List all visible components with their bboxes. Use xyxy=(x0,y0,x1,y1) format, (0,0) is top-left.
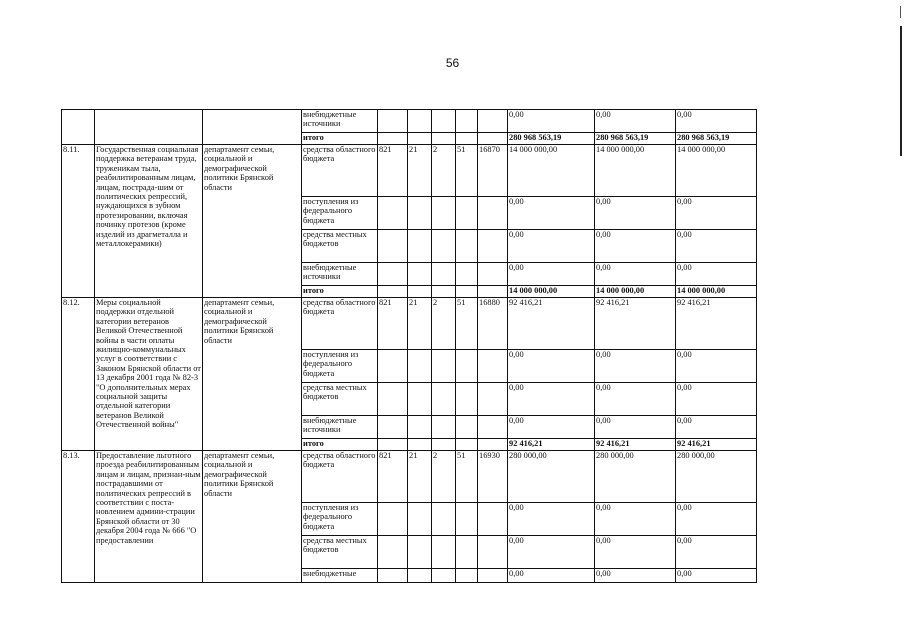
budget-code-cell: 821 xyxy=(378,145,408,197)
amount-cell: 14 000 000,00 xyxy=(595,286,676,298)
budget-code-cell xyxy=(456,416,478,439)
amount-cell: 92 416,21 xyxy=(508,439,595,451)
funding-source-cell: средства областного бюджета xyxy=(302,298,378,350)
amount-cell: 0,00 xyxy=(595,503,676,536)
item-number-cell: 8.11. xyxy=(62,145,95,298)
item-name-cell xyxy=(95,110,203,145)
budget-code-cell: 21 xyxy=(408,451,432,503)
budget-code-cell xyxy=(408,569,432,583)
budget-code-cell xyxy=(456,110,478,133)
budget-code-cell xyxy=(408,350,432,383)
budget-code-cell: 21 xyxy=(408,298,432,350)
budget-code-cell xyxy=(378,133,408,145)
budget-code-cell: 51 xyxy=(456,298,478,350)
amount-cell: 0,00 xyxy=(676,569,757,583)
budget-code-cell xyxy=(378,230,408,263)
amount-cell: 280 000,00 xyxy=(676,451,757,503)
budget-code-cell xyxy=(456,230,478,263)
amount-cell: 0,00 xyxy=(595,416,676,439)
executor-cell xyxy=(203,110,302,145)
amount-cell: 0,00 xyxy=(595,263,676,286)
budget-code-cell xyxy=(478,286,508,298)
budget-code-cell xyxy=(408,110,432,133)
budget-code-cell xyxy=(478,416,508,439)
budget-code-cell xyxy=(432,133,456,145)
executor-cell: департамент семьи, социальной и демографической политики Брянской области xyxy=(203,145,302,298)
budget-code-cell xyxy=(478,569,508,583)
amount-cell: 92 416,21 xyxy=(595,439,676,451)
budget-code-cell xyxy=(478,197,508,230)
funding-source-cell: поступления из федерального бюджета xyxy=(302,503,378,536)
funding-source-cell: средства областного бюджета xyxy=(302,451,378,503)
amount-cell: 0,00 xyxy=(595,230,676,263)
scan-edge-line xyxy=(900,26,902,156)
budget-code-cell xyxy=(378,110,408,133)
amount-cell: 0,00 xyxy=(508,503,595,536)
table-row xyxy=(62,298,838,350)
funding-source-cell: средства местных бюджетов xyxy=(302,536,378,569)
amount-cell: 0,00 xyxy=(676,263,757,286)
funding-source-cell: внебюджетные источники xyxy=(302,416,378,439)
budget-table xyxy=(61,109,838,583)
budget-code-cell xyxy=(378,503,408,536)
budget-code-cell: 2 xyxy=(432,451,456,503)
budget-code-cell xyxy=(408,197,432,230)
item-name-cell: Предоставление льготного проезда реабилитированным лицам и лицам, признан-ным пострадавшими от политических репрессий в соответствии с поста-новлением админи-страции Брянской области от 30 декабря 2004 года № 666 "О предоставлении xyxy=(95,451,203,583)
funding-source-cell: внебюджетные источники xyxy=(302,110,378,133)
executor-cell: департамент семьи, социальной и демографической политики Брянской области xyxy=(203,451,302,583)
budget-code-cell: 16930 xyxy=(478,451,508,503)
budget-code-cell xyxy=(456,383,478,416)
budget-code-cell xyxy=(432,263,456,286)
budget-code-cell xyxy=(432,286,456,298)
amount-cell: 14 000 000,00 xyxy=(676,286,757,298)
table-row xyxy=(62,110,838,133)
amount-cell: 0,00 xyxy=(676,350,757,383)
budget-code-cell xyxy=(478,536,508,569)
budget-code-cell xyxy=(408,133,432,145)
budget-code-cell xyxy=(456,197,478,230)
amount-cell: 0,00 xyxy=(508,197,595,230)
amount-cell: 14 000 000,00 xyxy=(508,145,595,197)
amount-cell: 0,00 xyxy=(508,230,595,263)
item-number-cell: 8.13. xyxy=(62,451,95,583)
budget-code-cell xyxy=(432,536,456,569)
budget-code-cell xyxy=(378,439,408,451)
budget-code-cell xyxy=(478,263,508,286)
budget-code-cell xyxy=(432,416,456,439)
budget-code-cell xyxy=(478,439,508,451)
budget-code-cell xyxy=(378,350,408,383)
item-number-cell: 8.12. xyxy=(62,298,95,451)
amount-cell: 0,00 xyxy=(676,536,757,569)
amount-cell: 0,00 xyxy=(508,416,595,439)
amount-cell: 0,00 xyxy=(508,110,595,133)
budget-code-cell xyxy=(456,133,478,145)
budget-code-cell xyxy=(378,569,408,583)
budget-code-cell xyxy=(432,197,456,230)
funding-source-cell: средства местных бюджетов xyxy=(302,383,378,416)
funding-source-cell: итого xyxy=(302,133,378,145)
amount-cell: 14 000 000,00 xyxy=(595,145,676,197)
amount-cell: 14 000 000,00 xyxy=(508,286,595,298)
amount-cell: 0,00 xyxy=(595,383,676,416)
amount-cell: 280 968 563,19 xyxy=(508,133,595,145)
funding-source-cell: внебюджетные xyxy=(302,569,378,583)
budget-code-cell xyxy=(408,439,432,451)
amount-cell: 0,00 xyxy=(595,536,676,569)
budget-code-cell xyxy=(408,416,432,439)
budget-code-cell xyxy=(408,286,432,298)
budget-code-cell xyxy=(408,263,432,286)
budget-code-cell xyxy=(456,536,478,569)
amount-cell: 0,00 xyxy=(508,536,595,569)
budget-code-cell xyxy=(432,383,456,416)
budget-code-cell: 51 xyxy=(456,451,478,503)
amount-cell: 0,00 xyxy=(595,110,676,133)
amount-cell: 0,00 xyxy=(676,230,757,263)
budget-code-cell: 21 xyxy=(408,145,432,197)
budget-code-cell xyxy=(456,350,478,383)
funding-source-cell: итого xyxy=(302,286,378,298)
budget-code-cell xyxy=(478,383,508,416)
amount-cell: 14 000 000,00 xyxy=(676,145,757,197)
budget-code-cell xyxy=(378,383,408,416)
budget-code-cell: 16870 xyxy=(478,145,508,197)
amount-cell: 92 416,21 xyxy=(508,298,595,350)
budget-code-cell xyxy=(378,263,408,286)
budget-code-cell xyxy=(456,263,478,286)
funding-source-cell: итого xyxy=(302,439,378,451)
budget-code-cell xyxy=(408,503,432,536)
amount-cell: 0,00 xyxy=(595,569,676,583)
budget-code-cell xyxy=(478,133,508,145)
amount-cell: 0,00 xyxy=(676,383,757,416)
budget-code-cell: 2 xyxy=(432,298,456,350)
item-name-cell: Государственная социальная поддержка ветеранам труда, труженикам тыла, реабилитированным лицам, лицам, пострада-шим от политических репрессий, нуждающихся в зубном протезировании, включая починку протезов (кроме изделий из драгметалла и металлокерамики) xyxy=(95,145,203,298)
table-row xyxy=(62,145,838,197)
budget-code-cell xyxy=(478,503,508,536)
funding-source-cell: поступления из федерального бюджета xyxy=(302,350,378,383)
budget-code-cell xyxy=(456,503,478,536)
item-number-cell xyxy=(62,110,95,145)
budget-code-cell xyxy=(432,230,456,263)
amount-cell: 280 000,00 xyxy=(595,451,676,503)
amount-cell: 0,00 xyxy=(676,197,757,230)
budget-code-cell xyxy=(378,197,408,230)
page-number: 56 xyxy=(445,56,460,70)
funding-source-cell: средства областного бюджета xyxy=(302,145,378,197)
amount-cell: 92 416,21 xyxy=(595,298,676,350)
budget-code-cell xyxy=(456,286,478,298)
budget-code-cell: 821 xyxy=(378,298,408,350)
budget-code-cell xyxy=(432,110,456,133)
amount-cell: 280 968 563,19 xyxy=(676,133,757,145)
budget-code-cell xyxy=(432,569,456,583)
budget-code-cell xyxy=(432,503,456,536)
amount-cell: 0,00 xyxy=(676,503,757,536)
budget-code-cell xyxy=(408,383,432,416)
amount-cell: 92 416,21 xyxy=(676,439,757,451)
amount-cell: 0,00 xyxy=(508,383,595,416)
amount-cell: 92 416,21 xyxy=(676,298,757,350)
amount-cell: 280 968 563,19 xyxy=(595,133,676,145)
funding-source-cell: внебюджетные источники xyxy=(302,263,378,286)
amount-cell: 0,00 xyxy=(508,569,595,583)
amount-cell: 0,00 xyxy=(508,263,595,286)
item-name-cell: Меры социальной поддержки отдельной категории ветеранов Великой Отечественной войны в части оплаты жилищно-коммунальных услуг в соответствии с Законом Брянской области от 13 декабря 2001 года № 82-3 "О дополнительных мерах социальной защиты отдельной категории ветеранов Великой Отечественной войны" xyxy=(95,298,203,451)
budget-code-cell xyxy=(408,230,432,263)
amount-cell: 0,00 xyxy=(508,350,595,383)
budget-code-cell: 16880 xyxy=(478,298,508,350)
amount-cell: 0,00 xyxy=(676,110,757,133)
budget-code-cell xyxy=(378,536,408,569)
executor-cell: департамент семьи, социальной и демографической политики Брянской области xyxy=(203,298,302,451)
budget-code-cell xyxy=(478,230,508,263)
budget-code-cell xyxy=(456,439,478,451)
budget-code-cell xyxy=(432,350,456,383)
budget-code-cell xyxy=(432,439,456,451)
budget-code-cell xyxy=(378,286,408,298)
budget-code-cell: 51 xyxy=(456,145,478,197)
amount-cell: 0,00 xyxy=(595,350,676,383)
funding-source-cell: поступления из федерального бюджета xyxy=(302,197,378,230)
budget-code-cell xyxy=(408,536,432,569)
amount-cell: 0,00 xyxy=(595,197,676,230)
budget-code-cell xyxy=(456,569,478,583)
budget-code-cell xyxy=(478,350,508,383)
budget-code-cell: 821 xyxy=(378,451,408,503)
budget-code-cell xyxy=(478,110,508,133)
scan-edge-tick xyxy=(900,6,901,18)
budget-code-cell xyxy=(378,416,408,439)
amount-cell: 280 000,00 xyxy=(508,451,595,503)
amount-cell: 0,00 xyxy=(676,416,757,439)
funding-source-cell: средства местных бюджетов xyxy=(302,230,378,263)
table-row xyxy=(62,451,838,503)
budget-code-cell: 2 xyxy=(432,145,456,197)
